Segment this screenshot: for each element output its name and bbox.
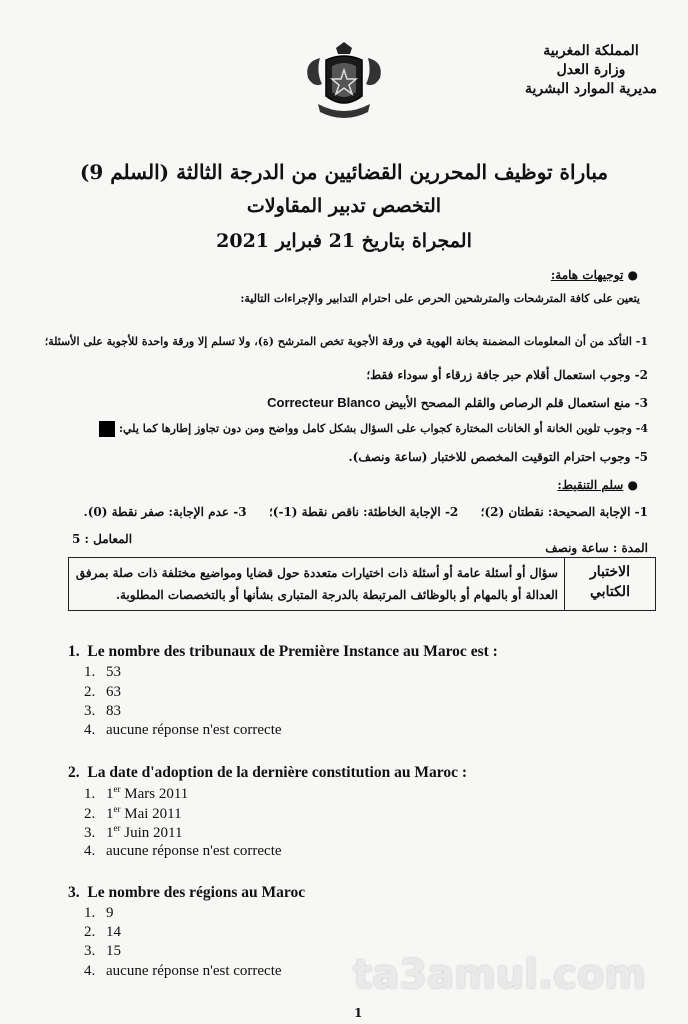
question-2-option-4[interactable]: 4. aucune réponse n'est correcte (84, 843, 282, 859)
question-number: 3. (68, 884, 80, 901)
bullet-icon: ● (623, 268, 638, 282)
question-1-option-2[interactable]: 2. 63 (84, 684, 121, 700)
instruction-item-1: 1- التأكد من أن المعلومات المضمنة بخانة الهوية في ورقة الأجوبة تخص المترشح (ة)، ولا تسلم إلا ورقة واحدة للأجوبة على الأسئلة؛ (44, 335, 648, 348)
instruction-item-2: 2- وجوب استعمال أقلام حبر جافة زرقاء أو سوداء فقط؛ (366, 368, 648, 382)
exam-description-line: العدالة أو بالمهام أو بالوظائف المرتبطة بالدرجة المتبارى بشأنها أو بالتخصصات المطلوبة. (115, 588, 558, 602)
grading-scale (84, 505, 648, 519)
grading-none: 3- عدم الإجابة: صفر نقطة (0). (83, 505, 247, 519)
instructions-heading (551, 268, 638, 282)
exam-specialty: التخصص تدبير المقاولات (246, 195, 442, 217)
grading-correct: 1- الإجابة الصحيحة: نقطتان (2)؛ (480, 505, 648, 519)
question-3-option-1[interactable]: 1. 9 (84, 905, 114, 921)
question-2-option-2[interactable]: 2. 1er Mai 2011 (84, 804, 182, 822)
filled-checkbox-icon (99, 421, 115, 437)
question-2 (68, 764, 467, 782)
bullet-icon: ● (623, 478, 638, 492)
correcteur-blanco: Correcteur Blanco (267, 395, 381, 410)
exam-description-table (68, 557, 656, 611)
duration: المدة : ساعة ونصف (545, 541, 648, 555)
page-number: 1 (354, 1006, 363, 1020)
ministry-line: المملكة المغربية (543, 43, 639, 59)
coefficient: المعامل : 5 (72, 532, 133, 546)
question-1-option-1[interactable]: 1. 53 (84, 664, 121, 680)
exam-type-cell: الاختبار الكتابي (565, 558, 656, 611)
question-3 (68, 884, 305, 902)
grading-wrong: 2- الإجابة الخاطئة: ناقص نقطة (1-)؛ (268, 505, 459, 519)
question-text: La date d'adoption de la dernière constitution au Maroc : (87, 764, 467, 781)
grading-heading (557, 478, 638, 492)
question-number: 1. (68, 643, 80, 660)
ministry-header (516, 42, 666, 99)
question-3-option-3[interactable]: 3. 15 (84, 943, 121, 959)
instruction-item-3 (267, 395, 648, 410)
instruction-item-4 (95, 421, 648, 437)
exam-title: مباراة توظيف المحررين القضائيين من الدرجة الثالثة (السلم 9) (79, 160, 609, 184)
ministry-line: وزارة العدل (556, 62, 626, 78)
exam-date: المجراة بتاريخ 21 فبراير 2021 (216, 230, 472, 252)
question-text: Le nombre des tribunaux de Première Instance au Maroc est : (87, 643, 498, 660)
question-number: 2. (68, 764, 80, 781)
question-1-option-4[interactable]: 4. aucune réponse n'est correcte (84, 722, 282, 738)
ministry-line: مديرية الموارد البشرية (525, 81, 657, 97)
instructions-intro: يتعين على كافة المترشحات والمترشحين الحرص على احترام التدابير والإجراءات التالية: (240, 292, 640, 305)
question-2-option-1[interactable]: 1. 1er Mars 2011 (84, 784, 189, 802)
question-3-option-2[interactable]: 2. 14 (84, 924, 121, 940)
exam-description-line: سؤال أو أسئلة عامة أو أسئلة ذات اختيارات متعددة حول قضايا ومواضيع مختلفة ذات صلة بمرفق (75, 566, 558, 580)
site-watermark: ta3amul.com (353, 952, 646, 998)
morocco-coat-of-arms-icon (298, 38, 390, 130)
instructions-heading-text: توجيهات هامة: (550, 268, 624, 282)
question-3-option-4[interactable]: 4. aucune réponse n'est correcte (84, 963, 282, 979)
instruction-item-3-text: 3- منع استعمال قلم الرصاص والقلم المصحح الأبيض (384, 396, 648, 410)
question-1-option-3[interactable]: 3. 83 (84, 703, 121, 719)
question-2-option-3[interactable]: 3. 1er Juin 2011 (84, 823, 183, 841)
question-1 (68, 643, 498, 661)
question-text: Le nombre des régions au Maroc (87, 884, 306, 901)
grading-heading-text: سلم التنقيط: (557, 478, 624, 492)
exam-description-cell (69, 558, 565, 611)
instruction-item-4-text: 4- وجوب تلوين الخانة أو الخانات المختارة كجواب على السؤال بشكل كامل وواضح ومن دون تجاوز إطارها كما يلي: (118, 422, 648, 435)
instruction-item-5: 5- وجوب احترام التوقيت المخصص للاختبار (ساعة ونصف). (348, 450, 648, 464)
